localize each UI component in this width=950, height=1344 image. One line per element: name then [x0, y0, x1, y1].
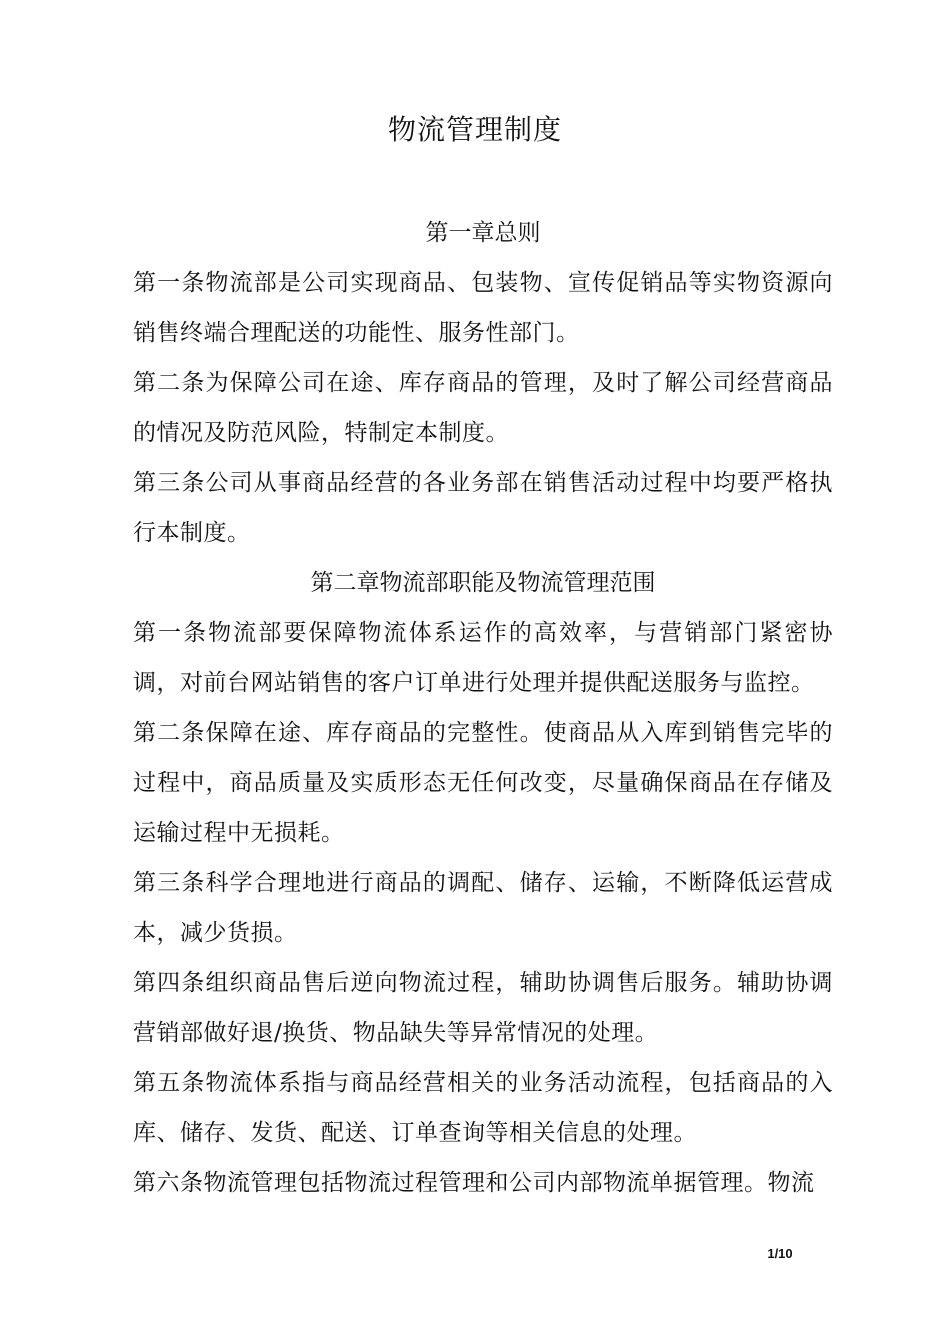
article-paragraph: 第二条保障在途、库存商品的完整性。使商品从入库到销售完毕的过程中，商品质量及实质形态无任何改变，尽量确保商品在存储及运输过程中无损耗。	[133, 720, 833, 846]
document-body	[133, 208, 833, 1208]
article-paragraph: 第四条组织商品售后逆向物流过程，辅助协调售后服务。辅助协调营销部做好退/换货、物品缺失等异常情况的处理。	[133, 970, 833, 1046]
chapter-heading: 第一章总则	[425, 220, 541, 246]
article-paragraph: 第一条物流部要保障物流体系运作的高效率，与营销部门紧密协调，对前台网站销售的客户订单进行处理并提供配送服务与监控。	[133, 620, 833, 696]
article-paragraph: 第一条物流部是公司实现商品、包装物、宣传促销品等实物资源向销售终端合理配送的功能性、服务性部门。	[133, 270, 833, 346]
chapter-heading: 第二章物流部职能及物流管理范围	[310, 570, 656, 596]
article-paragraph: 第二条为保障公司在途、库存商品的管理，及时了解公司经营商品的情况及防范风险，特制定本制度。	[133, 370, 833, 446]
article-paragraph: 第六条物流管理包括物流过程管理和公司内部物流单据管理。物流	[133, 1170, 815, 1196]
document-title: 物流管理制度	[387, 113, 562, 146]
article-paragraph: 第五条物流体系指与商品经营相关的业务活动流程，包括商品的入库、储存、发货、配送、订单查询等相关信息的处理。	[133, 1070, 833, 1146]
article-paragraph: 第三条科学合理地进行商品的调配、储存、运输，不断降低运营成本，减少货损。	[133, 870, 833, 946]
page-number: 1/10	[767, 1246, 793, 1261]
article-paragraph: 第三条公司从事商品经营的各业务部在销售活动过程中均要严格执行本制度。	[133, 470, 833, 546]
